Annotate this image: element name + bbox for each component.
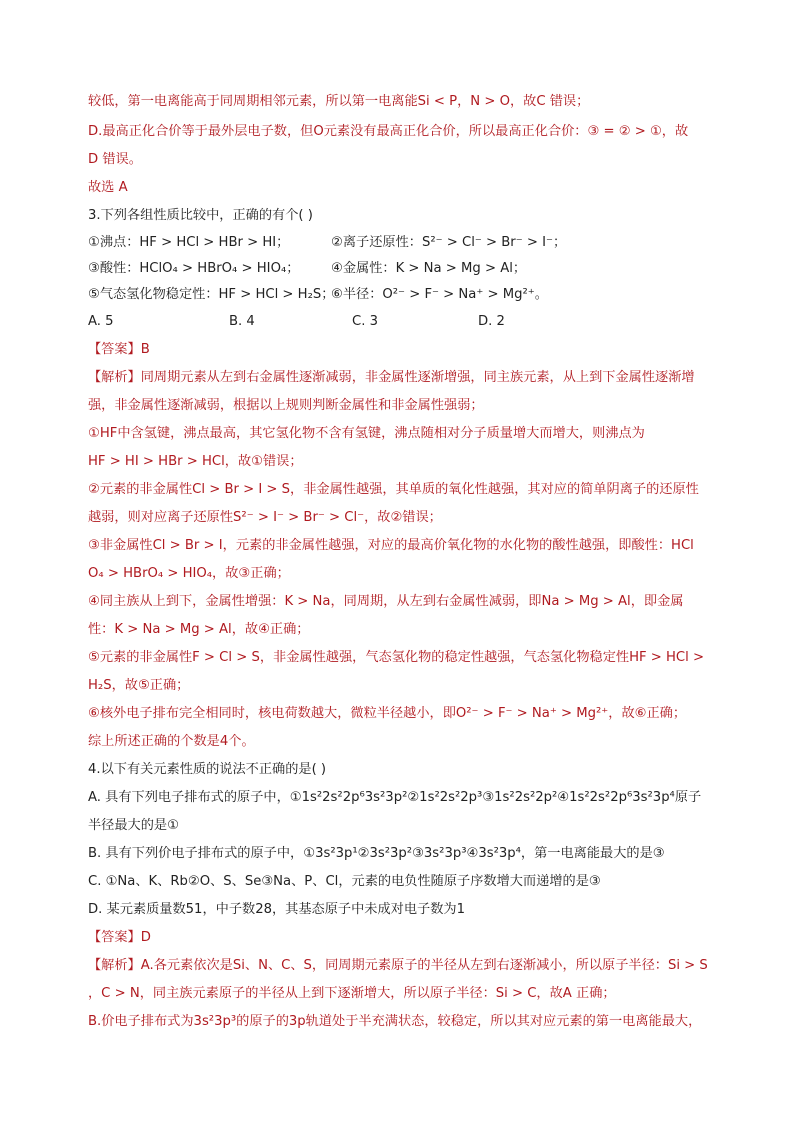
q3-analysis-line-3: ①HF中含氢键，沸点最高，其它氢化物不含有氢键，沸点随相对分子质量增大而增大，则沸点为	[88, 426, 645, 441]
q3-answer-line	[88, 340, 734, 360]
q4-analysis-tag: 【解析】	[88, 958, 141, 973]
q4-analysis-line-1	[88, 956, 734, 976]
top-line-2: D.最高正化合价等于最外层电子数，但O元素没有最高正化合价，所以最高正化合价：③ = ② > ①，故	[88, 124, 689, 139]
q3-option-b: B. 4	[229, 314, 255, 329]
q3-analysis-line-12: H₂S，故⑤正确；	[88, 678, 190, 693]
q3-analysis-line-4: HF > HI > HBr > HCl，故①错误；	[88, 454, 303, 469]
q3-item-5: ⑤气态氢化物稳定性：HF > HCl > H₂S；	[88, 287, 335, 302]
q3-analysis-text: 同周期元素从左到右金属性逐渐减弱，非金属性逐渐增强，同主族元素，从上到下金属性逐渐增	[140, 370, 695, 385]
q4-answer: D	[140, 930, 151, 945]
q4-line-2: 半径最大的是①	[88, 818, 179, 833]
q3-item-4: ④金属性：K > Na > Mg > Al；	[331, 261, 527, 276]
q3-option-c: C. 3	[352, 314, 378, 329]
q4-stem: 4.以下有关元素性质的说法不正确的是( )	[88, 762, 327, 777]
q3-analysis-line-8: O₄ > HBrO₄ > HIO₄，故③正确；	[88, 566, 290, 581]
q3-analysis-line-1	[88, 368, 734, 388]
q3-answer: B	[140, 342, 150, 357]
q3-analysis-tag: 【解析】	[88, 370, 141, 385]
q3-analysis-line-14: 综上所述正确的个数是4个。	[88, 734, 255, 749]
q3-answer-tag: 【答案】	[88, 342, 141, 357]
q3-analysis-line-2: 强，非金属性逐渐减弱，根据以上规则判断金属性和非金属性强弱；	[88, 398, 484, 413]
q3-analysis-line-5: ②元素的非金属性Cl > Br > I > S，非金属性越强，其单质的氧化性越强，其对应的简单阴离子的还原性	[88, 482, 699, 497]
q3-option-a: A. 5	[88, 314, 114, 329]
q4-line-4: C. ①Na、K、Rb②O、S、Se③Na、P、Cl，元素的电负性随原子序数增大而递增的是③	[88, 874, 601, 889]
q4-line-1: A. 具有下列电子排布式的原子中，①1s²2s²2p⁶3s²3p²②1s²2s²2p³③1s²2s²2p²④1s²2s²2p⁶3s²3p⁴原子	[88, 790, 702, 805]
q4-analysis-line-2: ，C > N，同主族元素原子的半径从上到下逐渐增大，所以原子半径：Si > C，故A 正确；	[88, 986, 616, 1001]
q3-item-6: ⑥半径：O²⁻ > F⁻ > Na⁺ > Mg²⁺。	[331, 287, 548, 302]
top-line-4: 故选 A	[88, 180, 128, 195]
q3-item-3: ③酸性：HClO₄ > HBrO₄ > HIO₄；	[88, 261, 300, 276]
top-line-1: 较低，第一电离能高于同周期相邻元素，所以第一电离能Si < P，N > O，故C 错误；	[88, 94, 590, 109]
q4-line-3: B. 具有下列价电子排布式的原子中，①3s²3p¹②3s²3p²③3s²3p³④3s²3p⁴，第一电离能最大的是③	[88, 846, 665, 861]
q4-analysis-line-3: B.价电子排布式为3s²3p³的原子的3p轨道处于半充满状态，较稳定，所以其对应元素的第一电离能最大，	[88, 1014, 702, 1029]
q4-analysis-text: A.各元素依次是Si、N、C、S，同周期元素原子的半径从左到右逐渐减小，所以原子半径：Si > S	[140, 958, 708, 973]
q3-item-1: ①沸点：HF > HCl > HBr > HI；	[88, 235, 290, 250]
q4-answer-line	[88, 928, 734, 948]
q3-option-d: D. 2	[478, 314, 505, 329]
q3-analysis-line-11: ⑤元素的非金属性F > Cl > S，非金属性越强，气态氢化物的稳定性越强，气态氢化物稳定性HF > HCl >	[88, 650, 705, 665]
q3-analysis-line-10: 性：K > Na > Mg > Al，故④正确；	[88, 622, 310, 637]
q3-stem: 3.下列各组性质比较中，正确的有个( )	[88, 208, 313, 223]
q3-analysis-line-13: ⑥核外电子排布完全相同时，核电荷数越大，微粒半径越小，即O²⁻ > F⁻ > Na⁺ > Mg²⁺，故⑥正确；	[88, 706, 687, 721]
q3-analysis-line-9: ④同主族从上到下，金属性增强：K > Na，同周期，从左到右金属性减弱，即Na > Mg > Al，即金属	[88, 594, 684, 609]
q3-item-2: ②离子还原性：S²⁻ > Cl⁻ > Br⁻ > I⁻；	[331, 235, 567, 250]
q4-answer-tag: 【答案】	[88, 930, 141, 945]
top-line-3: D 错误。	[88, 152, 142, 167]
q4-line-5: D. 某元素质量数51，中子数28，其基态原子中未成对电子数为1	[88, 902, 465, 917]
q3-analysis-line-7: ③非金属性Cl > Br > I，元素的非金属性越强，对应的最高价氧化物的水化物的酸性越强，即酸性：HCl	[88, 538, 694, 553]
q3-analysis-line-6: 越弱，则对应离子还原性S²⁻ > I⁻ > Br⁻ > Cl⁻，故②错误；	[88, 510, 442, 525]
